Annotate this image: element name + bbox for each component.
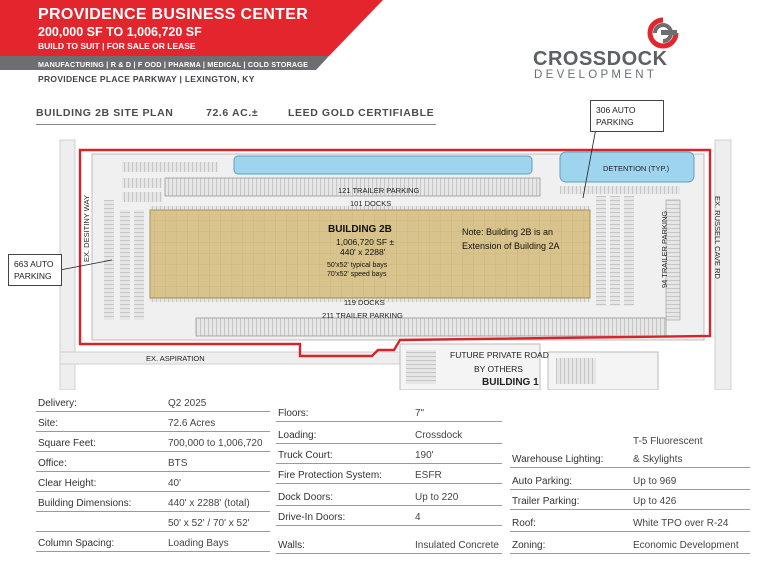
spec-value: BTS (168, 458, 188, 469)
spec-value: Up to 426 (633, 496, 677, 507)
label-101-docks: 101 DOCKS (350, 199, 392, 208)
spec-row-rule (36, 431, 270, 432)
spec-value: 7" (415, 408, 425, 419)
spec-label: Column Spacing: (38, 538, 115, 549)
spec-label: Delivery: (38, 398, 77, 409)
spec-label: Trailer Parking: (512, 496, 580, 507)
spec-value: Crossdock (415, 430, 463, 441)
spec-value: T-5 Fluorescent (633, 436, 703, 447)
building-bays-speed: 70'x52' speed bays (327, 271, 387, 278)
spec-label: Site: (38, 418, 59, 429)
spec-label: Walls: (278, 540, 305, 551)
spec-label: Roof: (512, 518, 536, 529)
spec-row-rule (276, 421, 502, 422)
spec-row-rule (276, 505, 502, 506)
label-destiny-way: EX. DESITINY WAY (82, 195, 91, 262)
label-121-trailer-parking: 121 TRAILER PARKING (338, 186, 420, 195)
spec-value: 4 (415, 512, 421, 523)
spec-value: Up to 969 (633, 476, 677, 487)
spec-label: Office: (38, 458, 67, 469)
spec-label: Square Feet: (38, 438, 96, 449)
spec-value: Insulated Concrete (415, 540, 499, 551)
building-sf: 1,006,720 SF ± (336, 237, 395, 247)
logo-name: CROSSDOCK (533, 48, 668, 70)
label-future-road: FUTURE PRIVATE ROAD (450, 350, 549, 360)
spec-label: Dock Doors: (278, 492, 334, 503)
label-russell-cave: EX. RUSSELL CAVE RD (713, 196, 722, 279)
plan-name: BUILDING 2B SITE PLAN (36, 107, 174, 119)
spec-label: Auto Parking: (512, 476, 573, 487)
spec-row-rule (36, 551, 270, 552)
building-dims: 440' x 2288' (340, 247, 386, 257)
spec-value: 72.6 Acres (168, 418, 216, 429)
spec-row-rule (510, 553, 750, 554)
spec-value: Loading Bays (168, 538, 229, 549)
spec-row-rule (276, 443, 502, 444)
spec-row-rule (276, 525, 502, 526)
spec-row-rule (36, 471, 270, 472)
spec-row-rule (36, 491, 270, 492)
building-title: BUILDING 2B (328, 224, 392, 235)
spec-value: Q2 2025 (168, 398, 207, 409)
spec-row-rule (36, 511, 270, 512)
spec-row-rule (510, 509, 750, 510)
callout-663-auto-parking (8, 254, 62, 286)
label-94-trailer-parking: 94 TRAILER PARKING (660, 210, 669, 288)
label-by-others: BY OTHERS (474, 364, 523, 374)
label-building-1: BUILDING 1 (482, 377, 539, 388)
callout-663-text: 663 AUTO PARKING (14, 259, 54, 281)
spec-value: & Skylights (633, 454, 683, 465)
spec-value: 40' (168, 478, 182, 489)
spec-value: 440' x 2288' (total) (168, 498, 250, 509)
spec-label: Building Dimensions: (38, 498, 132, 509)
plan-acreage: 72.6 AC.± (206, 107, 259, 119)
spec-row-rule (36, 531, 270, 532)
label-detention: DETENTION (TYP.) (603, 164, 670, 173)
spec-label: Loading: (278, 430, 317, 441)
spec-row-rule (510, 489, 750, 490)
spec-row-rule (276, 463, 502, 464)
label-aspiration: EX. ASPIRATION (146, 354, 205, 363)
spec-row-rule (510, 531, 750, 532)
label-211-trailer-parking: 211 TRAILER PARKING (322, 311, 403, 320)
spec-value: 190' (415, 450, 434, 461)
header-address: PROVIDENCE PLACE PARKWAY | LEXINGTON, KY (38, 74, 255, 84)
spec-label: Fire Protection System: (278, 470, 382, 481)
spec-value: Up to 220 (415, 492, 459, 503)
header-uses: MANUFACTURING | R & D | F OOD | PHARMA | MEDICAL | COLD STORAGE (38, 60, 309, 69)
spec-label: Floors: (278, 408, 309, 419)
spec-value: ESFR (415, 470, 442, 481)
header-title: PROVIDENCE BUSINESS CENTER (38, 6, 309, 23)
spec-value: 50' x 52' / 70' x 52' (168, 518, 250, 529)
callout-306-text: 306 AUTO PARKING (596, 105, 636, 127)
spec-row-rule (276, 553, 502, 554)
spec-label: Truck Court: (278, 450, 333, 461)
spec-label: Zoning: (512, 540, 546, 551)
building-bays-typical: 50'x52' typical bays (327, 262, 388, 269)
callout-306-auto-parking (590, 100, 664, 132)
logo-sub: DEVELOPMENT (534, 69, 658, 81)
header-offer: BUILD TO SUIT | FOR SALE OR LEASE (38, 41, 196, 51)
spec-value: 700,000 to 1,006,720 (168, 438, 263, 449)
header-size-range: 200,000 SF TO 1,006,720 SF (38, 25, 202, 39)
spec-label: Warehouse Lighting: (512, 454, 604, 465)
label-119-docks: 119 DOCKS (344, 298, 385, 307)
spec-value: White TPO over R-24 (633, 518, 729, 529)
building-note: Note: Building 2B is an Extension of Building 2A (462, 227, 560, 251)
plan-leed: LEED GOLD CERTIFIABLE (288, 107, 435, 119)
spec-row-rule (36, 411, 270, 412)
spec-label: Drive-In Doors: (278, 512, 346, 523)
spec-label: Clear Height: (38, 478, 97, 489)
spec-value: Economic Development (633, 540, 739, 551)
spec-row-rule (510, 467, 750, 468)
spec-row-rule (276, 483, 502, 484)
spec-row-rule (36, 451, 270, 452)
